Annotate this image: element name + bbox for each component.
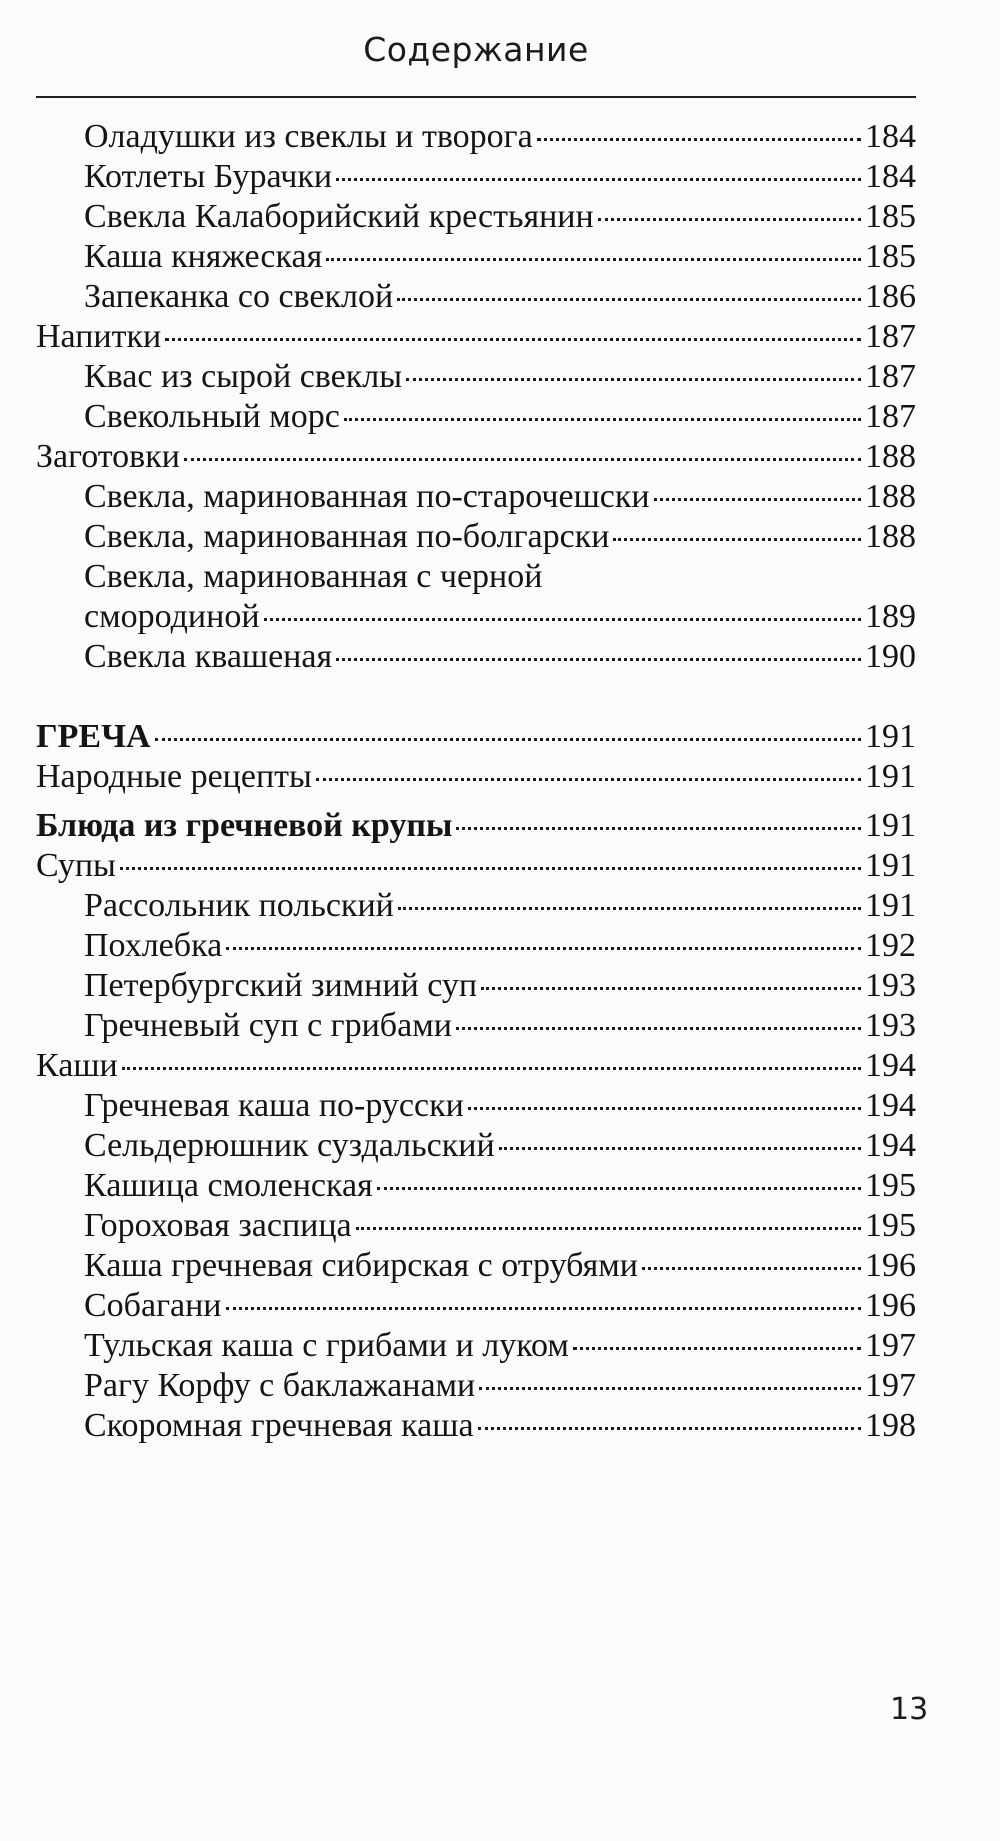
toc-entry (36, 1246, 916, 1290)
dot-leader (456, 1027, 861, 1030)
toc-entry-page: 194 (865, 1127, 916, 1164)
dot-leader (598, 218, 861, 221)
toc-entry-title: смородиной (84, 598, 260, 635)
toc-entry (36, 437, 916, 481)
toc-entry-page: 193 (865, 967, 916, 1004)
toc-entry-title: Квас из сырой свеклы (84, 358, 403, 395)
toc-entry (36, 1326, 916, 1370)
toc-entry-title: ГРЕЧА (36, 718, 151, 755)
toc-entry-page: 188 (865, 478, 916, 515)
toc-entry-page: 184 (865, 158, 916, 195)
toc-entry-title: Каша гречневая сибирская с отрубями (84, 1247, 638, 1284)
dot-leader (654, 498, 861, 501)
toc-entry (36, 397, 916, 441)
toc-entry-page: 185 (865, 198, 916, 235)
toc-entry (36, 1286, 916, 1330)
toc-entry-page: 190 (865, 638, 916, 675)
dot-leader (398, 907, 861, 910)
dot-leader (642, 1267, 861, 1270)
toc-entry (36, 1046, 916, 1090)
toc-entry-title: Свекольный морс (84, 398, 340, 435)
toc-entry (36, 277, 916, 321)
toc-entry-title: Оладушки из свеклы и творога (84, 118, 533, 155)
dot-leader (316, 778, 861, 781)
dot-leader (226, 947, 861, 950)
toc-entry-page: 191 (865, 718, 916, 755)
toc-entry-title: Похлебка (84, 927, 223, 964)
toc-entry-page: 191 (865, 847, 916, 884)
dot-leader (336, 178, 861, 181)
toc-entry-page: 187 (865, 398, 916, 435)
toc-entry (36, 806, 916, 850)
toc-entry-page: 194 (865, 1087, 916, 1124)
toc-entry (36, 966, 916, 1010)
toc-entry-title: Тульская каша с грибами и луком (84, 1327, 569, 1364)
dot-leader (456, 827, 861, 830)
toc-entry-title: Свекла, маринованная с черной (84, 558, 543, 595)
toc-entry-title: Рагу Корфу с баклажанами (84, 1367, 476, 1404)
toc-entry-title: Гречневая каша по-русски (84, 1087, 464, 1124)
toc-entry-page: 197 (865, 1327, 916, 1364)
dot-leader (356, 1227, 861, 1230)
toc-entry-title: Кашица смоленская (84, 1167, 373, 1204)
toc-entry-page: 188 (865, 438, 916, 475)
dot-leader (406, 378, 861, 381)
toc-entry (36, 1006, 916, 1050)
toc-entry-title: Напитки (36, 318, 162, 355)
toc-entry-page: 193 (865, 1007, 916, 1044)
toc-entry (36, 1406, 916, 1450)
toc-entry-title: Гороховая заспица (84, 1207, 352, 1244)
toc-entry (36, 597, 916, 641)
dot-leader (481, 987, 861, 990)
toc-entry-page: 194 (865, 1047, 916, 1084)
toc-entry-page: 197 (865, 1367, 916, 1404)
toc-entry-page: 196 (865, 1247, 916, 1284)
toc-entry-page: 195 (865, 1207, 916, 1244)
dot-leader (122, 1067, 861, 1070)
toc-entry-title: Свекла Калаборийский крестьянин (84, 198, 594, 235)
dot-leader (155, 738, 861, 741)
toc-entry-title: Сельдерюшник суздальский (84, 1127, 495, 1164)
toc-entry-title: Заготовки (36, 438, 180, 475)
toc-entry-page: 186 (865, 278, 916, 315)
dot-leader (573, 1347, 861, 1350)
toc-entry-page: 189 (865, 598, 916, 635)
toc-entry-title: Петербургский зимний суп (84, 967, 478, 1004)
dot-leader (478, 1427, 861, 1430)
toc-entry-title: Супы (36, 847, 116, 884)
dot-leader (344, 418, 861, 421)
toc-entry (36, 846, 916, 890)
toc-entry-page: 191 (865, 758, 916, 795)
toc-entry-page: 195 (865, 1167, 916, 1204)
header-rule (36, 96, 916, 98)
toc-entry-title: Блюда из гречневой крупы (36, 807, 453, 844)
toc-entry-title: Свекла, маринованная по-старочешски (84, 478, 650, 515)
toc-entry-page: 188 (865, 518, 916, 555)
dot-leader (377, 1187, 861, 1190)
running-header: Содержание (363, 30, 589, 69)
toc-entry (36, 357, 916, 401)
toc-entry (36, 117, 916, 161)
dot-leader (120, 867, 861, 870)
toc-entry (36, 926, 916, 970)
toc-entry-title: Котлеты Бурачки (84, 158, 333, 195)
toc-entry-title: Запеканка со свеклой (84, 278, 394, 315)
toc-entry-page: 187 (865, 358, 916, 395)
dot-leader (226, 1307, 862, 1310)
toc-entry-title: Скоромная гречневая каша (84, 1407, 474, 1444)
dot-leader (326, 258, 861, 261)
dot-leader (397, 298, 861, 301)
toc-entry (36, 557, 916, 601)
dot-leader (264, 618, 861, 621)
toc-entry-title: Свекла, маринованная по-болгарски (84, 518, 610, 555)
toc-entry-page: 191 (865, 807, 916, 844)
toc-entry (36, 637, 916, 681)
dot-leader (336, 658, 861, 661)
toc-entry-title: Каша княжеская (84, 238, 323, 275)
toc-entry (36, 1366, 916, 1410)
dot-leader (468, 1107, 861, 1110)
toc-entry-page: 187 (865, 318, 916, 355)
toc-entry-page: 185 (865, 238, 916, 275)
dot-leader (499, 1147, 861, 1150)
toc-entry (36, 237, 916, 281)
toc-entry-page: 184 (865, 118, 916, 155)
dot-leader (479, 1387, 861, 1390)
toc-entry (36, 1086, 916, 1130)
toc-entry-title: Гречневый суп с грибами (84, 1007, 452, 1044)
toc-entry (36, 886, 916, 930)
toc-entry-title: Свекла квашеная (84, 638, 333, 675)
toc-entry (36, 757, 916, 801)
page-number: 13 (890, 1692, 929, 1727)
toc-entry-title: Рассольник польский (84, 887, 394, 924)
toc-entry (36, 717, 916, 761)
toc-entry (36, 1166, 916, 1210)
toc-entry (36, 197, 916, 241)
toc-entry (36, 317, 916, 361)
dot-leader (537, 138, 861, 141)
dot-leader (184, 458, 861, 461)
toc-entry-title: Народные рецепты (36, 758, 312, 795)
toc-entry-page: 192 (865, 927, 916, 964)
toc-entry-page: 196 (865, 1287, 916, 1324)
toc-entry-title: Каши (36, 1047, 118, 1084)
dot-leader (613, 538, 861, 541)
toc-entry (36, 517, 916, 561)
toc-entry (36, 1206, 916, 1250)
toc-entry-title: Собагани (84, 1287, 222, 1324)
toc-entry (36, 157, 916, 201)
dot-leader (165, 338, 861, 341)
toc-entry (36, 1126, 916, 1170)
toc-entry (36, 477, 916, 521)
toc-entry-page: 198 (865, 1407, 916, 1444)
toc-entry-page: 191 (865, 887, 916, 924)
